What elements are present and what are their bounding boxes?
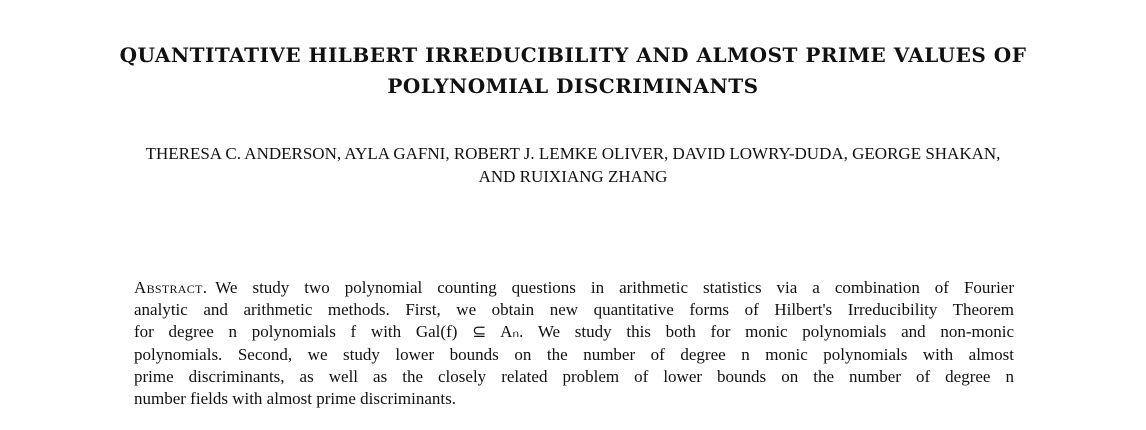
abstract-line-6: number fields with almost prime discriminants. <box>134 389 457 409</box>
abstract-line-3: for degree n polynomials f with Gal(f) ⊆ Aₙ. We study this both for monic polynomials and non-monic <box>134 322 1014 342</box>
authors-line-2: AND RUIXIANG ZHANG <box>478 167 668 186</box>
title-line-1: QUANTITATIVE HILBERT IRREDUCIBILITY AND ALMOST PRIME VALUES OF <box>119 43 1027 67</box>
abstract-line-2: analytic and arithmetic methods. First, we obtain new quantitative forms of Hilbert's Irreducibility Theorem <box>134 300 1014 320</box>
title-line-2: POLYNOMIAL DISCRIMINANTS <box>387 74 759 98</box>
abstract-line-4: polynomials. Second, we study lower bounds on the number of degree n monic polynomials with almost <box>134 344 1014 364</box>
abstract <box>134 277 1014 410</box>
abstract-line-5: prime discriminants, as well as the closely related problem of lower bounds on the number of degree n <box>134 366 1014 386</box>
abstract-line-1-text: We study two polynomial counting questions in arithmetic statistics via a combination of Fourier <box>215 278 1014 297</box>
paper-title <box>40 40 1106 102</box>
authors-line-1: THERESA C. ANDERSON, AYLA GAFNI, ROBERT J. LEMKE OLIVER, DAVID LOWRY-DUDA, GEORGE SHAKAN, <box>145 144 1001 163</box>
abstract-heading: Abstract. <box>134 278 208 297</box>
abstract-line-1 <box>134 277 1014 299</box>
author-list <box>40 142 1106 188</box>
